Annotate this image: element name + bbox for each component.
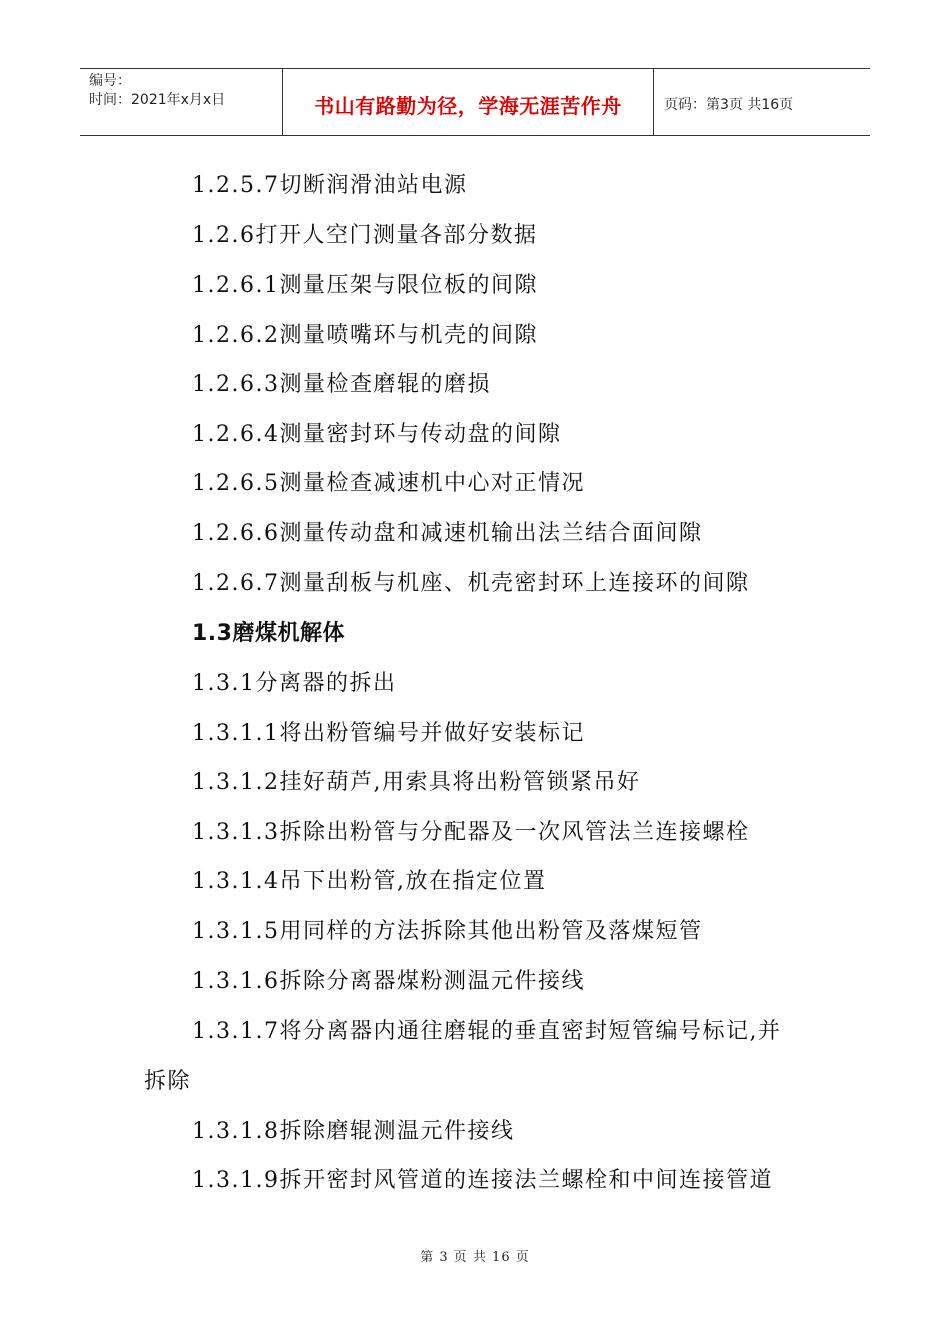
body-line: 1.2.6.2测量喷嘴环与机壳的间隙 — [192, 323, 538, 348]
body-line: 1.3.1.3拆除出粉管与分配器及一次风管法兰连接螺栓 — [192, 820, 750, 845]
body-line: 1.2.5.7切断润滑油站电源 — [192, 173, 468, 198]
body-line-continuation: 拆除 — [144, 1069, 192, 1094]
body-line: 1.3.1分离器的拆出 — [192, 671, 397, 696]
document-time-label: 时间：2021年x月x日 — [89, 92, 226, 108]
body-line: 1.3.1.7将分离器内通往磨辊的垂直密封短管编号标记,并 — [192, 1019, 782, 1044]
body-line: 1.3.1.1将出粉管编号并做好安装标记 — [192, 721, 585, 746]
body-line: 1.3.1.9拆开密封风管道的连接法兰螺栓和中间连接管道 — [192, 1168, 773, 1193]
body-line: 1.2.6.3测量检查磨辊的磨损 — [192, 372, 491, 397]
header-page-info: 页码：第3页 共16页 — [664, 97, 794, 113]
body-line: 1.2.6.7测量刮板与机座、机壳密封环上连接环的间隙 — [192, 571, 750, 596]
section-heading: 1.3磨煤机解体 — [192, 621, 345, 646]
header-meta — [80, 69, 282, 135]
body-line: 1.3.1.6拆除分离器煤粉测温元件接线 — [192, 969, 585, 994]
body-line: 1.3.1.8拆除磨辊测温元件接线 — [192, 1119, 515, 1144]
document-number-label: 编号： — [89, 73, 131, 89]
body-line: 1.2.6.4测量密封环与传动盘的间隙 — [192, 422, 562, 447]
document-header — [80, 68, 870, 136]
body-line: 1.2.6.6测量传动盘和减速机输出法兰结合面间隙 — [192, 521, 703, 546]
header-motto: 书山有路勤为径，学海无涯苦作舟 — [282, 69, 654, 135]
body-line: 1.2.6.1测量压架与限位板的间隙 — [192, 273, 538, 298]
body-line: 1.2.6打开人空门测量各部分数据 — [192, 223, 538, 248]
body-line: 1.3.1.5用同样的方法拆除其他出粉管及落煤短管 — [192, 919, 703, 944]
body-line: 1.2.6.5测量检查减速机中心对正情况 — [192, 471, 585, 496]
body-line: 1.3.1.2挂好葫芦,用索具将出粉管锁紧吊好 — [192, 770, 641, 795]
page-footer: 第 3 页 共 16 页 — [420, 1250, 530, 1265]
body-line: 1.3.1.4吊下出粉管,放在指定位置 — [192, 869, 547, 894]
